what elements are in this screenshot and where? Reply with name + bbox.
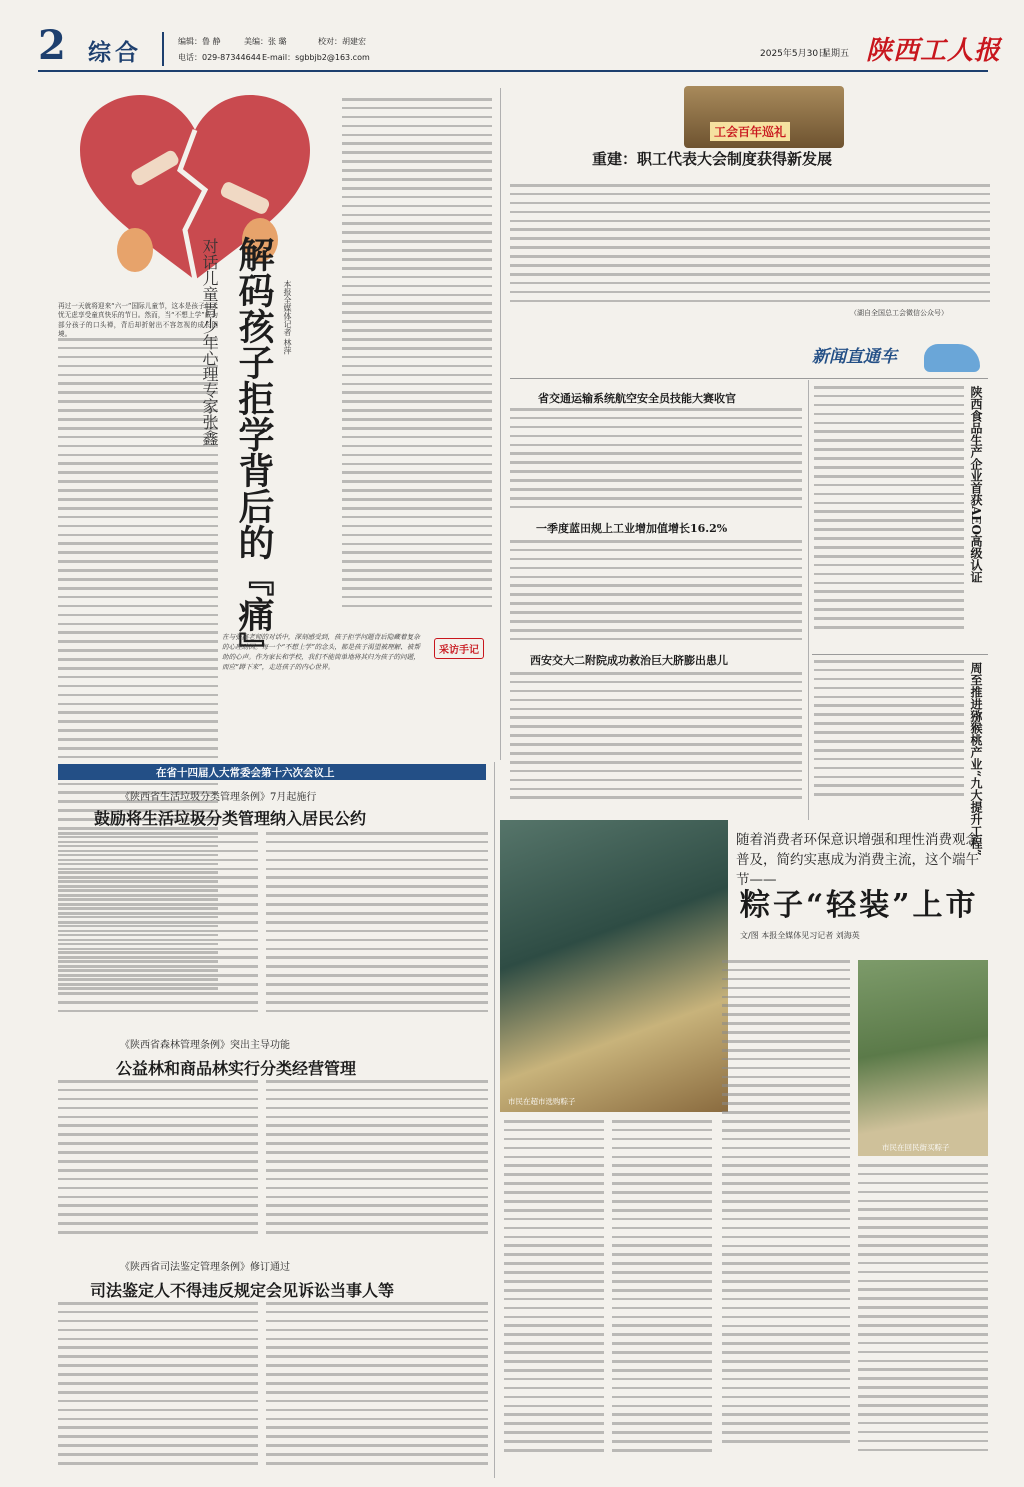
history-banner: 工会百年巡礼 [710,122,790,141]
history-title: 重建：职工代表大会制度获得新发展 [592,150,833,168]
flash-body-5 [814,660,964,810]
col-divider-b [808,380,809,820]
masthead-logo: 陕西工人报 [866,36,1002,66]
congress-kicker-3: 《陕西省司法鉴定管理条例》修订通过 [120,1262,290,1273]
zongzi-body-4 [858,1164,988,1476]
interview-note-text: 在与张鑫老师的对话中，深刻感受到，孩子拒学问题背后隐藏着复杂的心理动因。每一个“不想上学”的念头，都是孩子渴望被理解、被帮助的心声。作为家长和学校，我们不能简单地将其归为孩子的问题，而应“蹲下来”，走进孩子的内心世界。 [222,633,421,671]
proofreader-credit: 校对：胡建宏 [318,37,366,46]
zongzi-body-1 [504,1120,604,1476]
email: E-mail：sgbbjb2@163.com [262,53,370,62]
zongzi-title: 粽子“轻装”上市 [740,888,979,923]
col-divider-c [494,762,495,1478]
flash-title-1: 省交通运输系统航空安全员技能大赛收官 [538,392,736,405]
interview-note [222,632,494,742]
car-icon [924,344,980,372]
flash-body-3 [510,672,802,812]
issue-date: 2025年5月30日 [760,49,828,59]
photo-caption-supermarket: 市民在超市选购粽子 [508,1097,576,1106]
news-flash-logo [812,336,988,378]
interview-lead: 再过一天就将迎来“六一”国际儿童节，这本是孩子们无忧无虑享受童真快乐的节日。然而，当“不想上学”成为部分孩子的口头禅，背后却折射出不容忽视的成长困境。 [58,302,218,339]
designer-credit: 美编：张 璐 [244,37,287,46]
congress-title-3: 司法鉴定人不得违反规定会见诉讼当事人等 [90,1281,395,1300]
page-number: 2 [38,22,66,69]
zongzi-photo-supermarket [500,820,728,1112]
congress-body-1b [266,832,488,1028]
photo-caption-street: 市民在回民街买粽子 [882,1143,950,1152]
flash-body-2 [510,540,802,644]
zongzi-body-2 [612,1120,712,1476]
editor-credit: 编辑：鲁 静 [178,37,221,46]
news-flash-title: 新闻直通车 [812,347,897,367]
congress-title-2: 公益林和商品林实行分类经营管理 [116,1059,357,1078]
interview-title: 解码孩子拒学背后的『痛』 [233,236,275,668]
note-label: 采访手记 [434,638,484,659]
zongzi-kicker: 随着消费者环保意识增强和理性消费观念普及，简约实惠成为消费主流，这个端午节—— [736,832,979,888]
interview-body-col2 [342,98,492,620]
interview-subtitle: 对话儿童青少年心理专家张鑫 [200,238,219,446]
broken-heart-icon [70,90,320,290]
zongzi-byline: 文/图 本报全媒体见习记者 刘海英 [740,931,860,940]
section-divider [162,32,164,66]
col-divider-a [500,88,501,760]
heart-illustration [70,90,320,290]
history-photo [684,86,844,148]
congress-banner [58,764,486,780]
congress-body-3a [58,1302,258,1478]
page-header [0,0,1024,70]
history-body [510,184,990,314]
congress-body-3b [266,1302,488,1478]
congress-body-2a [58,1080,258,1246]
congress-body-2b [266,1080,488,1246]
flash-title-5: 周至推进猕猴桃产业“九大提升工程” [969,662,983,856]
flash-mid-rule [812,654,988,655]
congress-title-1: 鼓励将生活垃圾分类管理纳入居民公约 [94,809,367,828]
zongzi-photo-street [858,960,988,1156]
congress-banner-text: 在省十四届人大常委会第十六次会议上 [156,767,335,779]
flash-title-3: 西安交大二附院成功救治巨大脐膨出患儿 [530,654,728,667]
congress-body-1a [58,832,258,1028]
zongzi-body-3 [722,960,850,1476]
flash-body-1 [510,408,802,514]
flash-title-4: 陕西食品生产企业首获AEO高级认证 [969,386,983,583]
flash-title-2: 一季度蓝田规上工业增加值增长16.2% [536,522,728,535]
phone: 电话：029-87344644 [178,53,261,62]
issue-weekday: 星期五 [822,49,850,59]
history-credit: （湖自全国总工会微信公众号） [850,309,948,317]
news-flash-rule [510,378,988,379]
congress-kicker-2: 《陕西省森林管理条例》突出主导功能 [120,1040,290,1051]
interview-byline: 本报全媒体记者 林萍 [283,280,292,355]
congress-kicker-1: 《陕西省生活垃圾分类管理条例》7月起施行 [120,792,317,803]
header-rule [38,70,988,72]
flash-body-4 [814,386,964,646]
section-name: 综合 [88,39,142,66]
